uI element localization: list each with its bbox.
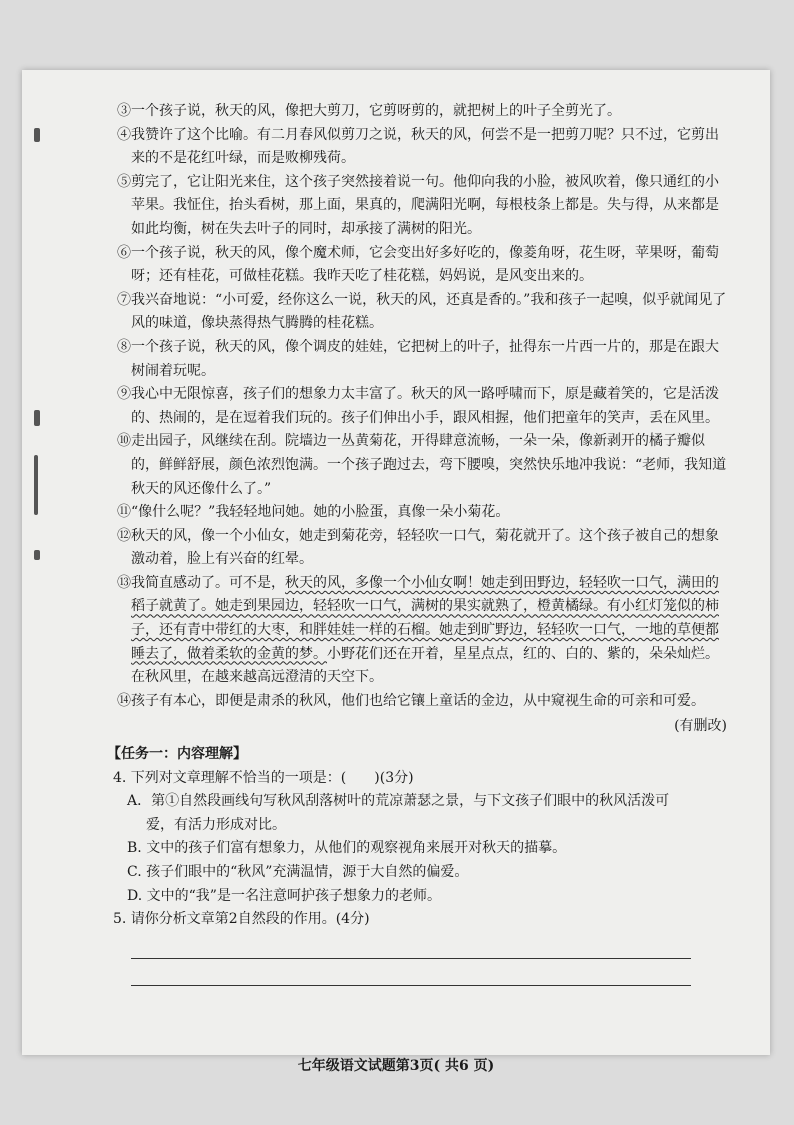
paragraph-11: ⑪“像什么呢？”我轻轻地问她。她的小脸蛋，真像一朵小菊花。 xyxy=(117,504,510,521)
reading-passage xyxy=(107,100,727,986)
option-a-continued: 爱，有活力形成对比。 xyxy=(146,816,286,833)
paragraph-13 xyxy=(117,572,727,690)
paragraph-13-lead: ⑬我简直感动了。可不是， xyxy=(117,574,285,591)
option-b: B. 文中的孩子们富有想象力，从他们的观察视角来展开对秋天的描摹。 xyxy=(127,840,567,857)
page-footer: 七年级语文试题第3页( 共6 页) xyxy=(297,1058,495,1074)
exam-page xyxy=(22,70,770,1074)
paragraph-9: ⑨我心中无限惊喜，孩子们的想象力太丰富了。秋天的风一路呼啸而下，原是藏着笑的，它是活泼的、热闹的，是在逗着我们玩的。孩子们伸出小手，跟风相握，他们把童年的笑声，丢在风里。 xyxy=(117,386,719,426)
paragraph-10: ⑩走出园子，风继续在刮。院墙边一丛黄菊花，开得肆意流畅，一朵一朵，像新剥开的橘子瓣似的，鲜鲜舒展，颜色浓烈饱满。一个孩子跑过去，弯下腰嗅，突然快乐地冲我说：“老师，我知道秋天的风还像什么了。” xyxy=(117,433,727,497)
paragraph-12: ⑫秋天的风，像一个小仙女，她走到菊花旁，轻轻吹一口气，菊花就开了。这个孩子被自己的想象激动着，脸上有兴奋的红晕。 xyxy=(117,527,719,568)
source-note: (有删改) xyxy=(674,718,727,735)
question-5-stem: 5. 请你分析文章第2自然段的作用。(4分) xyxy=(113,911,370,928)
paragraph-14: ⑭孩子有本心，即便是肃杀的秋风，他们也给它镶上童话的金边，从中窥视生命的可亲和可爱。 xyxy=(117,692,705,709)
question-4-stem: 4. 下列对文章理解不恰当的一项是：( )(3分) xyxy=(113,769,414,786)
paragraph-7: ⑦我兴奋地说：“小可爱，经你这么一说，秋天的风，还真是香的。”我和孩子一起嗅，似乎就闻见了风的味道，像块蒸得热气腾腾的桂花糕。 xyxy=(117,291,727,332)
answer-line[interactable] xyxy=(131,932,691,959)
binding-mark xyxy=(34,410,40,426)
wavy-underlined-text: 秋天的风，多像一个小仙女啊！她走到田野边，轻轻吹一口气，满田的稻子就黄了。她走到果园边，轻轻吹一口气，满树的果实就熟了，橙黄橘绿。有小红灯笼似的柿子，还有青中带红的大枣，和胖娃娃一样的石榴。她走到旷野边，轻轻吹一口气，一地的草便都睡去了，做着柔软的金黄的梦。 xyxy=(131,574,719,662)
paragraph-13-tail: 小野花们还在开着，星星点点，红的、白的、紫的，朵朵灿烂。在秋风里，在越来越高远澄清的天空下。 xyxy=(131,645,719,686)
option-c: C. 孩子们眼中的“秋风”充满温情，源于大自然的偏爱。 xyxy=(127,864,469,880)
option-d: D. 文中的“我”是一名注意呵护孩子想象力的老师。 xyxy=(127,887,441,904)
binding-mark xyxy=(34,455,38,515)
task-1-title: 【任务一：内容理解】 xyxy=(107,746,247,763)
paragraph-6: ⑥一个孩子说，秋天的风，像个魔术师，它会变出好多好吃的，像菱角呀，花生呀，苹果呀，葡萄呀；还有桂花，可做桂花糕。我昨天吃了桂花糕，妈妈说，是风变出来的。 xyxy=(117,244,719,285)
paragraph-8: ⑧一个孩子说，秋天的风，像个调皮的娃娃，它把树上的叶子，扯得东一片西一片的，那是在跟大树闹着玩呢。 xyxy=(117,338,719,379)
paragraph-4: ④我赞许了这个比喻。有二月春风似剪刀之说，秋天的风，何尝不是一把剪刀呢？只不过，它剪出来的不是花红叶绿，而是败柳残荷。 xyxy=(117,126,719,167)
paragraph-3: ③一个孩子说，秋天的风，像把大剪刀，它剪呀剪的，就把树上的叶子全剪光了。 xyxy=(117,103,621,119)
answer-line[interactable] xyxy=(131,959,691,986)
option-a: A．第①自然段画线句写秋风刮落树叶的荒凉萧瑟之景，与下文孩子们眼中的秋风活泼可 xyxy=(127,793,670,810)
binding-mark xyxy=(34,128,40,142)
binding-mark xyxy=(34,550,40,560)
paragraph-5: ⑤剪完了，它让阳光来住，这个孩子突然接着说一句。他仰向我的小脸，被风吹着，像只通红的小苹果。我怔住，抬头看树，那上面，果真的，爬满阳光啊，每根枝条上都是。失与得，从来都是如此均衡，树在失去叶子的同时，却承接了满树的阳光。 xyxy=(117,173,719,237)
